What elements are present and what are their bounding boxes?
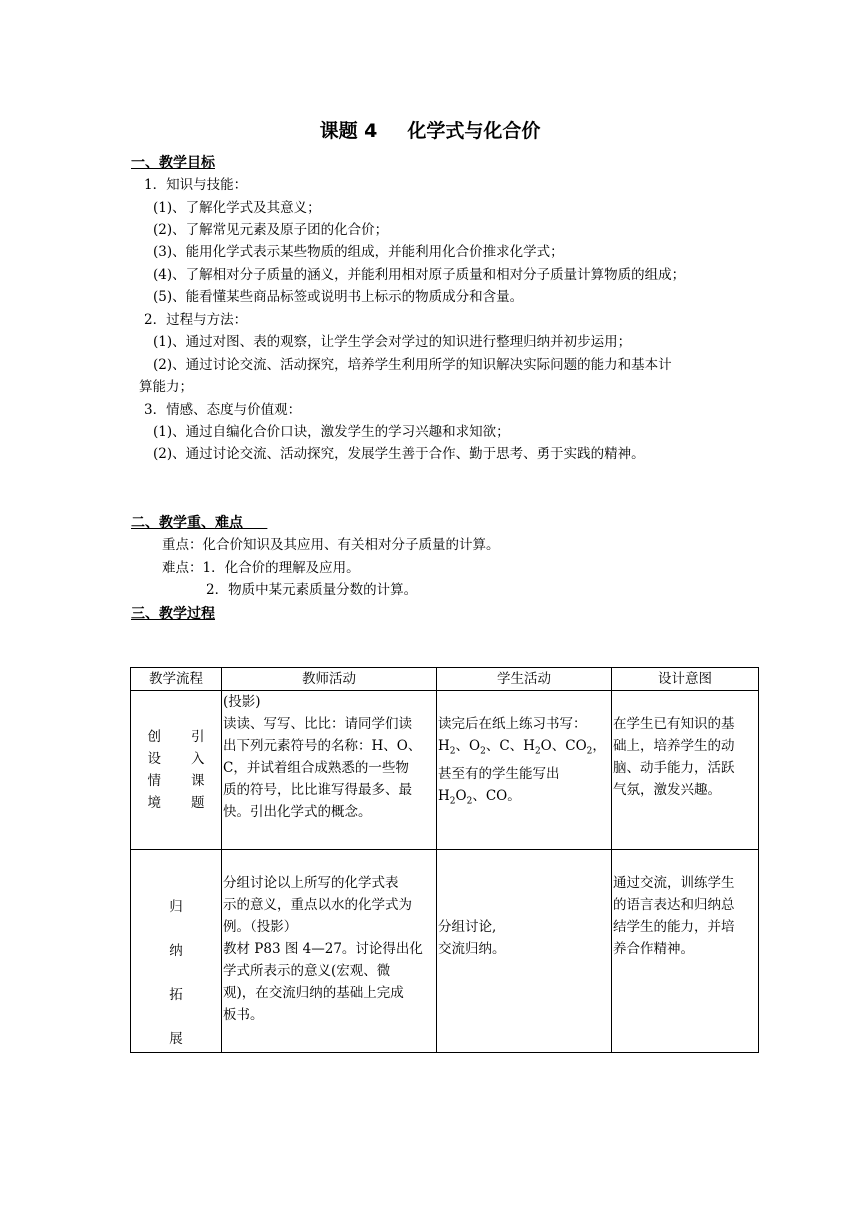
page-title	[0, 116, 860, 143]
flow-char: 引	[191, 729, 205, 745]
subscript: 2	[534, 746, 541, 757]
teaching-process-table	[130, 667, 759, 1053]
teacher-line: 学式所表示的意义(宏观、微	[223, 963, 391, 979]
difficulty-line: 2．物质中某元素质量分数的计算。	[206, 582, 418, 598]
formula-text: H	[438, 787, 450, 804]
formula-text: 、C、H	[485, 738, 535, 754]
teacher-line: 示的意义，重点以水的化学式为	[223, 897, 412, 913]
objective-line: (3)、能用化学式表示某些物质的组成，并能利用化合价推求化学式；	[153, 244, 564, 260]
intent-line: 结学生的能力，并培	[613, 919, 735, 935]
objective-line: 1．知识与技能：	[144, 177, 248, 193]
difficulty-line: 难点：1．化合价的理解及应用。	[162, 560, 360, 576]
title-lesson-number: 课题 4	[319, 120, 378, 142]
key-point-line: 重点：化合价知识及其应用、有关相对分子质量的计算。	[162, 537, 500, 553]
student-line: 分组讨论,	[438, 919, 497, 935]
student-activity-cell	[437, 850, 612, 1053]
objective-line: (2)、了解常见元素及原子团的化合价；	[153, 222, 389, 238]
formula-text: 、O	[455, 738, 481, 754]
objective-line: 2．过程与方法：	[144, 312, 248, 328]
student-line: 读完后在纸上练习书写：	[438, 716, 587, 732]
flow-char: 归	[169, 899, 183, 915]
design-intent-cell	[612, 850, 759, 1053]
header-student: 学生活动	[437, 668, 612, 691]
intent-line: 通过交流，训练学生	[613, 875, 735, 891]
objective-line: (2)、通过讨论交流、活动探究，发展学生善于合作、勤于思考、勇于实践的精神。	[153, 446, 645, 462]
flow-cell	[131, 691, 222, 850]
intent-line: 在学生已有知识的基	[613, 716, 735, 732]
table-row	[131, 850, 759, 1053]
objective-line: (1)、通过对图、表的观察，让学生学会对学过的知识进行整理归纳并初步运用；	[153, 334, 632, 350]
teacher-line: C，并试着组合成熟悉的一些物	[223, 760, 409, 776]
formula-text: 、CO。	[472, 787, 521, 804]
subscript: 2	[480, 746, 486, 757]
intent-line: 养合作精神。	[613, 941, 694, 957]
intent-line: 础上，培养学生的动	[613, 738, 735, 754]
section-heading-key-points	[131, 512, 267, 532]
objective-line: (2)、通过讨论交流、活动探究，培养学生利用所学的知识解决实际问题的能力和基本计	[153, 357, 672, 373]
teacher-line: 快。引出化学式的概念。	[223, 804, 372, 820]
intent-line: 的语言表达和归纳总	[613, 897, 735, 913]
header-flow: 教学流程	[131, 668, 222, 691]
teacher-activity-cell	[222, 850, 437, 1053]
formula-text: ，	[592, 738, 606, 754]
flow-char: 入	[191, 751, 205, 767]
flow-char: 课	[191, 773, 205, 789]
teacher-line: 读读、写写、比比：请同学们读	[223, 716, 412, 732]
formula-text: H	[438, 738, 450, 754]
teacher-line: (投影)	[223, 694, 261, 710]
flow-char: 境	[147, 795, 161, 811]
header-teacher: 教师活动	[222, 668, 437, 691]
formula-text: O、CO	[540, 738, 587, 754]
section-heading-text: 二、教学重、难点	[131, 515, 243, 531]
student-formula-line	[438, 735, 610, 763]
objective-line: (5)、能看懂某些商品标签或说明书上标示的物质成分和含量。	[153, 289, 524, 305]
flow-char: 纳	[169, 943, 183, 959]
flow-char: 创	[147, 729, 161, 745]
subscript: 2	[466, 796, 473, 807]
design-intent-cell	[612, 691, 759, 850]
table-header-row	[131, 668, 759, 691]
teacher-line: 质的符号，比比谁写得最多、最	[223, 782, 412, 798]
teacher-line: 例。（投影）	[223, 919, 298, 935]
student-line: 交流归纳。	[438, 941, 506, 957]
subscript: 2	[449, 746, 456, 757]
section-heading-objectives: 一、教学目标	[131, 155, 215, 171]
title-topic: 化学式与化合价	[407, 120, 541, 142]
objective-line: (1)、了解化学式及其意义；	[153, 200, 321, 216]
flow-char: 情	[147, 773, 161, 789]
header-intent: 设计意图	[612, 668, 759, 691]
teacher-line: 出下列元素符号的名称：H、O、	[223, 738, 422, 754]
flow-char: 展	[169, 1031, 183, 1047]
teacher-line: 分组讨论以上所写的化学式表	[223, 875, 399, 891]
formula-text: O	[455, 787, 467, 804]
flow-char: 设	[147, 751, 161, 767]
objective-line: (1)、通过自编化合价口诀，激发学生的学习兴趣和求知欲；	[153, 424, 510, 440]
flow-char: 拓	[169, 987, 183, 1003]
table-row	[131, 691, 759, 850]
flow-cell	[131, 850, 222, 1053]
objective-line: 算能力；	[139, 379, 193, 395]
student-line: 甚至有的学生能写出	[438, 765, 560, 782]
teacher-line: 观)，在交流归纳的基础上完成	[223, 985, 404, 1001]
intent-line: 气氛，激发兴趣。	[613, 782, 721, 798]
subscript: 2	[586, 746, 593, 757]
intent-line: 脑、动手能力，活跃	[613, 760, 735, 776]
teacher-line: 板书。	[223, 1007, 264, 1023]
flow-char: 题	[191, 795, 205, 811]
section-heading-process: 三、教学过程	[131, 606, 215, 622]
teacher-activity-cell	[222, 691, 437, 850]
student-formula-line	[438, 785, 610, 813]
teacher-line: 教材 P83 图 4—27。讨论得出化	[223, 941, 423, 957]
objective-line: 3．情感、态度与价值观：	[144, 402, 302, 418]
student-activity-cell	[437, 691, 612, 850]
objective-line: (4)、了解相对分子质量的涵义，并能利用相对原子质量和相对分子质量计算物质的组成；	[153, 267, 686, 283]
subscript: 2	[449, 796, 456, 807]
